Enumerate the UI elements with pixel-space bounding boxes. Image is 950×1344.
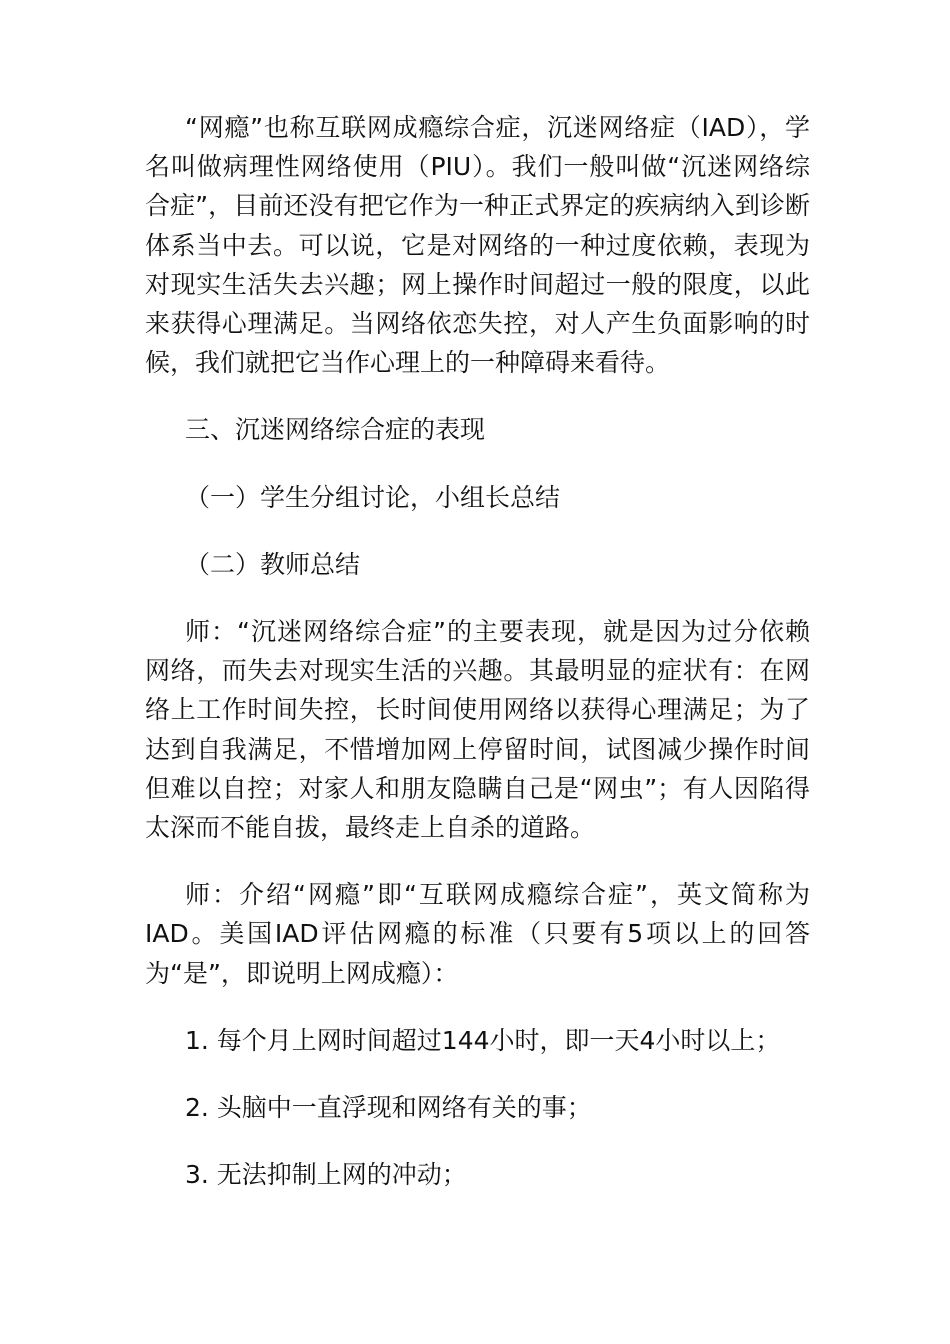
criteria-item: 1. 每个月上网时间超过144小时，即一天4小时以上；: [185, 1025, 781, 1055]
sub-heading-group-discussion: （一）学生分组讨论，小组长总结: [185, 482, 561, 512]
intro-paragraph: “网瘾”也称互联网成瘾综合症，沉迷网络症（IAD），学名叫做病理性网络使用（PIU）。我们一般叫做“沉迷网络综合症”，目前还没有把它作为一种正式界定的疾病纳入到诊断体系当中去。可以说，它是对网络的一种过度依赖，表现为对现实生活失去兴趣；网上操作时间超过一般的限度，以此来获得心理满足。当网络依恋失控，对人产生负面影响的时候，我们就把它当作心理上的一种障碍来看待。: [145, 113, 810, 378]
teacher-paragraph-symptoms: 师：“沉迷网络综合症”的主要表现，就是因为过分依赖网络，而失去对现实生活的兴趣。其最明显的症状有：在网络上工作时间失控，长时间使用网络以获得心理满足；为了达到自我满足，不惜增加网上停留时间，试图减少操作时间但难以自控；对家人和朋友隐瞒自己是“网虫”；有人因陷得太深而不能自拔，最终走上自杀的道路。: [145, 617, 810, 843]
criteria-item: 3. 无法抑制上网的冲动；: [185, 1160, 467, 1190]
sub-heading-teacher-summary: （二）教师总结: [185, 549, 361, 579]
document-page: [145, 108, 810, 1194]
criteria-item: 2. 头脑中一直浮现和网络有关的事；: [185, 1093, 592, 1123]
section-heading: 三、沉迷网络综合症的表现: [185, 415, 486, 445]
teacher-paragraph-iad-standard: 师：介绍“网瘾”即“互联网成瘾综合症”，英文简称为IAD。美国IAD评估网瘾的标准（只要有5项以上的回答为“是”，即说明上网成瘾）：: [145, 880, 810, 988]
